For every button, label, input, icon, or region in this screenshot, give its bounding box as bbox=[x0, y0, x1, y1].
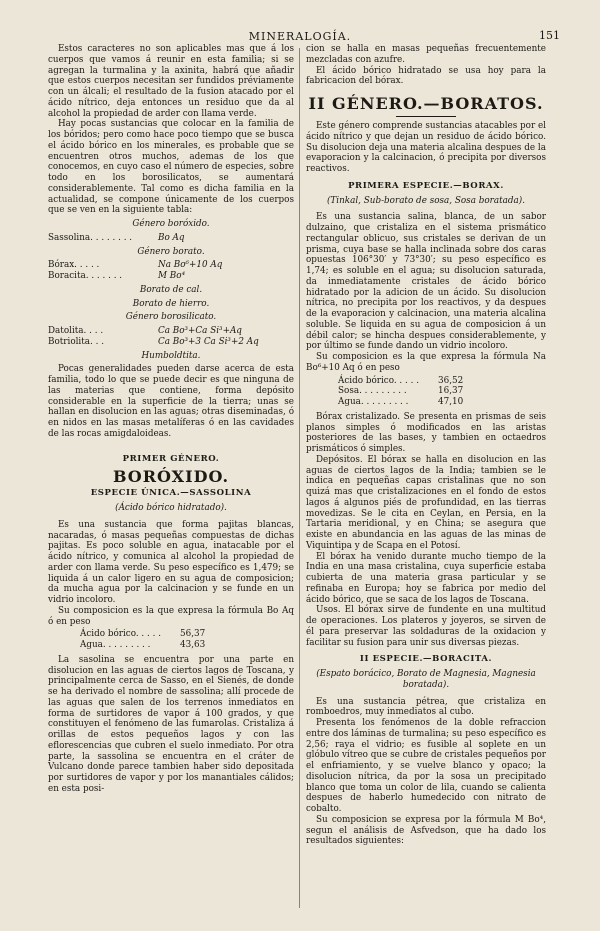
mineral-name: Datolita. . . . bbox=[48, 326, 104, 336]
mineral-name: Boracita. . . . . . . bbox=[48, 271, 123, 281]
running-header: MINERALOGÍA. bbox=[248, 30, 352, 43]
composition-table bbox=[338, 376, 546, 408]
formula-row bbox=[48, 233, 294, 244]
mineral-formula: Bo Aq bbox=[158, 232, 185, 243]
paragraph: Usos. El bórax sirve de fundente en una multitud de operaciones. Los plateros y joyeros, se sirven de él para preservar las soldaduras de la oxidacion y facilitar su fusion para unir sus diversas piezas. bbox=[306, 605, 546, 648]
composition-row bbox=[338, 376, 546, 387]
table-entry: Humboldtita. bbox=[141, 350, 201, 361]
column-divider bbox=[299, 48, 300, 908]
formula-row bbox=[48, 260, 294, 271]
formula-row bbox=[48, 271, 294, 282]
right-column bbox=[306, 44, 546, 847]
section-title: BORÓXIDO. bbox=[112, 467, 230, 487]
composition-row bbox=[338, 386, 546, 397]
mineral-formula: Ca Bo³+Ca Si³+Aq bbox=[158, 326, 242, 336]
paragraph: cion se halla en masas pequeñas frecuentemente mezcladas con azufre. bbox=[306, 44, 546, 65]
paragraph: Hay pocas sustancias que colocar en la familia de los bóridos; pero como hace poco tiempo que se busca el ácido bórico en los minerales, es probable que se encuentren otros muchos, ademas de los que conocemos, en cuyo caso el número de especies, sobre todo en los borosilicatos, se aumentará considerablemente. Tal como es dicha familia en la actualidad, se compone únicamente de los cuerpos que se ven en la siguiente tabla: bbox=[48, 119, 294, 216]
paragraph: Es una sustancia que forma pajitas blancas, nacaradas, ó masas pequeñas compuestas de dichas pajitas. Es poco soluble en agua, inatacable por el ácido nítrico, y comunica al alcohol la propiedad de arder con llama verde. Su peso específico es 1,479; se liquida á un calor ligero en su agua de composicion; da mucha agua por la calcinacion y se funde en un vidrio incoloro. bbox=[48, 519, 294, 605]
component-value: 56,37 bbox=[180, 629, 206, 640]
paragraph: La sasolina se encuentra por una parte en disolucion en las aguas de ciertos lagos de Toscana, y principalmente cerca de Sasso, en el Sienés, de donde se ha derivado el nombre de sassolina; allí procede de las aguas que salen de los terrenos inmediatos en forma de surtidores de vapor á 100 grados, y que constituyen el fenómeno de las fumarolas. Cristaliza á orillas de estos pequeños lagos y con las eflorescencias que cubren el suelo inmediato. Por otra parte, la sassolina se encuentra en el cráter de Vulcano donde parece tambien haber sido depositada por surtidores de vapor y por los manantiales cálidos; en esta posi- bbox=[48, 654, 294, 794]
mineral-formula: M Bo⁴ bbox=[158, 271, 186, 281]
species-heading: ESPECIE ÚNICA.—SASSOLINA bbox=[90, 488, 252, 499]
paragraph: Pocas generalidades pueden darse acerca de esta familia, todo lo que se puede decir es que ninguna de las materias que contiene, forma depósito considerable en la superficie de la tierra; unas se hallan en disolucion en las aguas; otras diseminadas, ó en nidos en las masas metalíferas ó en las cavidades de las rocas amigdaloideas. bbox=[48, 364, 294, 439]
paragraph: Su composicion es la que expresa la fórmula Bo Aq ó en peso bbox=[48, 605, 294, 627]
paragraph: Su composicion se expresa por la fórmula M Bo⁴, segun el análisis de Asfvedson, que ha dado los resultados siguientes: bbox=[306, 814, 546, 847]
paragraph: Estos caracteres no son aplicables mas que á los cuerpos que vamos á reunir en esta familia; si se agregan la turmalina y la axinita, habrá que añadir que estos cuerpos necesitan ser fundidos préviamente con un álcali; el resultado de la fusion atacado por el ácido nítrico, deja entonces un residuo que da al alcohol la propiedad de arder con llama verde. bbox=[48, 44, 294, 119]
paragraph: Su composicion es la que expresa la fórmula Na Bo⁶+10 Aq ó en peso bbox=[306, 352, 546, 373]
paragraph: Depósitos. El bórax se halla en disolucion en las aguas de ciertos lagos de la India; tambien se le indica en pequeñas capas cristalinas que no son quizá mas que cristalizaciones en el fondo de estos lagos á algunos piés de profundidad, en las tierras movedizas. Se le cita en Ceylan, en Persia, en la Tartaria meridional, y en China; se asegura que existe en abundancia en las aguas de las minas de Viquintipa y de Scapa en el Potosí. bbox=[306, 454, 546, 551]
species-subtitle: (Tinkal, Sub-borato de sosa, Sosa boratada). bbox=[327, 195, 525, 206]
composition-row bbox=[80, 629, 294, 640]
component: Ácido bórico. . . . . bbox=[80, 629, 161, 640]
component: Agua. . . . . . . . . bbox=[338, 397, 409, 407]
mineral-name: Sassolina. . . . . . . . bbox=[48, 232, 133, 243]
paragraph: Este género comprende sustancias atacables por el ácido nítrico y que dejan un residuo de ácido bórico. Su disolucion deja una materia alcalina despues de la evaporacion y la calcinacion, ó precipita por diversos reactivos. bbox=[306, 121, 546, 174]
component-value: 47,10 bbox=[438, 397, 464, 407]
paragraph: Es una sustancia salina, blanca, de un sabor dulzaino, que cristaliza en el sistema prismático rectangular oblicuo, sus cristales se derivan de un prisma, cuya base se halla inclinada sobre dos caras opuestas 106°30′ y 73°30′; su peso específico es 1,74; es soluble en el agua; su disolucion saturada, da inmediatamente cristales de ácido bórico hidratado por la adicion de un ácido. Su disolucion nítrica, no precipita por los reactivos, y da despues de la evaporacion y calcinacion, una materia alcalina soluble. Se liquida en su agua de composicion á un débil calor; se hincha despues considerablemente, y por último se funde dando un vidrio incoloro. bbox=[306, 212, 546, 352]
composition-table bbox=[80, 629, 294, 651]
table-entry: Borato de hierro. bbox=[132, 298, 210, 309]
component-value: 43,63 bbox=[180, 640, 206, 650]
component: Ácido bórico. . . . . bbox=[338, 375, 419, 386]
component: Sosa. . . . . . . . . bbox=[338, 386, 407, 397]
formula-row bbox=[48, 337, 294, 348]
paragraph: Bórax cristalizado. Se presenta en prismas de seis planos simples ó modificados en las aristas posteriores de las bases, y tambien en octaedros prismáticos ó simples. bbox=[306, 411, 546, 454]
table-heading: Género borosilicato. bbox=[125, 312, 217, 323]
component-value: 16,37 bbox=[438, 386, 464, 397]
mineral-name: Botriolita. . . bbox=[48, 336, 104, 347]
section-title: II GÉNERO.—BORATOS. bbox=[308, 94, 544, 113]
composition-row bbox=[338, 397, 546, 408]
species-heading: II ESPECIE.—BORACITA. bbox=[359, 654, 493, 665]
mineral-formula: Ca Bo³+3 Ca Si³+2 Aq bbox=[158, 336, 259, 347]
paragraph: Es una sustancia pétrea, que cristaliza en romboedros, muy inmediatos al cubo. bbox=[306, 696, 546, 718]
table-heading: Género boróxido. bbox=[132, 219, 210, 229]
table-entry: Borato de cal. bbox=[139, 284, 203, 295]
mineral-formula: Na Bo⁶+10 Aq bbox=[158, 260, 223, 271]
page-number: 151 bbox=[539, 29, 560, 42]
mineral-name: Bórax. . . . . bbox=[48, 260, 100, 271]
genus-heading: PRIMER GÉNERO. bbox=[122, 453, 220, 464]
table-heading: Género borato. bbox=[137, 246, 205, 257]
component-value: 36,52 bbox=[438, 375, 464, 386]
species-heading: PRIMERA ESPECIE.—BORAX. bbox=[348, 180, 504, 191]
species-subtitle: (Espato borácico, Borato de Magnesia, Magnesia boratada). bbox=[316, 669, 536, 690]
formula-row bbox=[48, 326, 294, 337]
left-column bbox=[48, 44, 294, 795]
species-subtitle: (Ácido bórico hidratado). bbox=[115, 503, 227, 513]
paragraph: El bórax ha venido durante mucho tiempo de la India en una masa cristalina, cuya superficie estaba cubierta de una materia grasa particular y se refinaba en Europa; hoy se fabrica por medio del ácido bórico, que se saca de los lagos de Toscana. bbox=[306, 551, 546, 605]
composition-row bbox=[80, 640, 294, 651]
component: Agua. . . . . . . . . bbox=[80, 640, 151, 650]
paragraph: Presenta los fenómenos de la doble refraccion entre dos láminas de turmalina; su peso específico es 2,56; raya el vidrio; es fusible al soplete en un glóbulo vítreo que se cubre de cristales pequeños por el enfriamiento, y se vuelve blanco y opaco; la disolucion nítrica, da por la sosa un precipitado blanco que toma un color de lila, cuando se calienta despues de haberlo humedecido con nitrato de cobalto. bbox=[306, 718, 546, 814]
title-rule bbox=[396, 116, 456, 117]
paragraph: El ácido bórico hidratado se usa hoy para la fabricacion del bórax. bbox=[306, 65, 546, 87]
